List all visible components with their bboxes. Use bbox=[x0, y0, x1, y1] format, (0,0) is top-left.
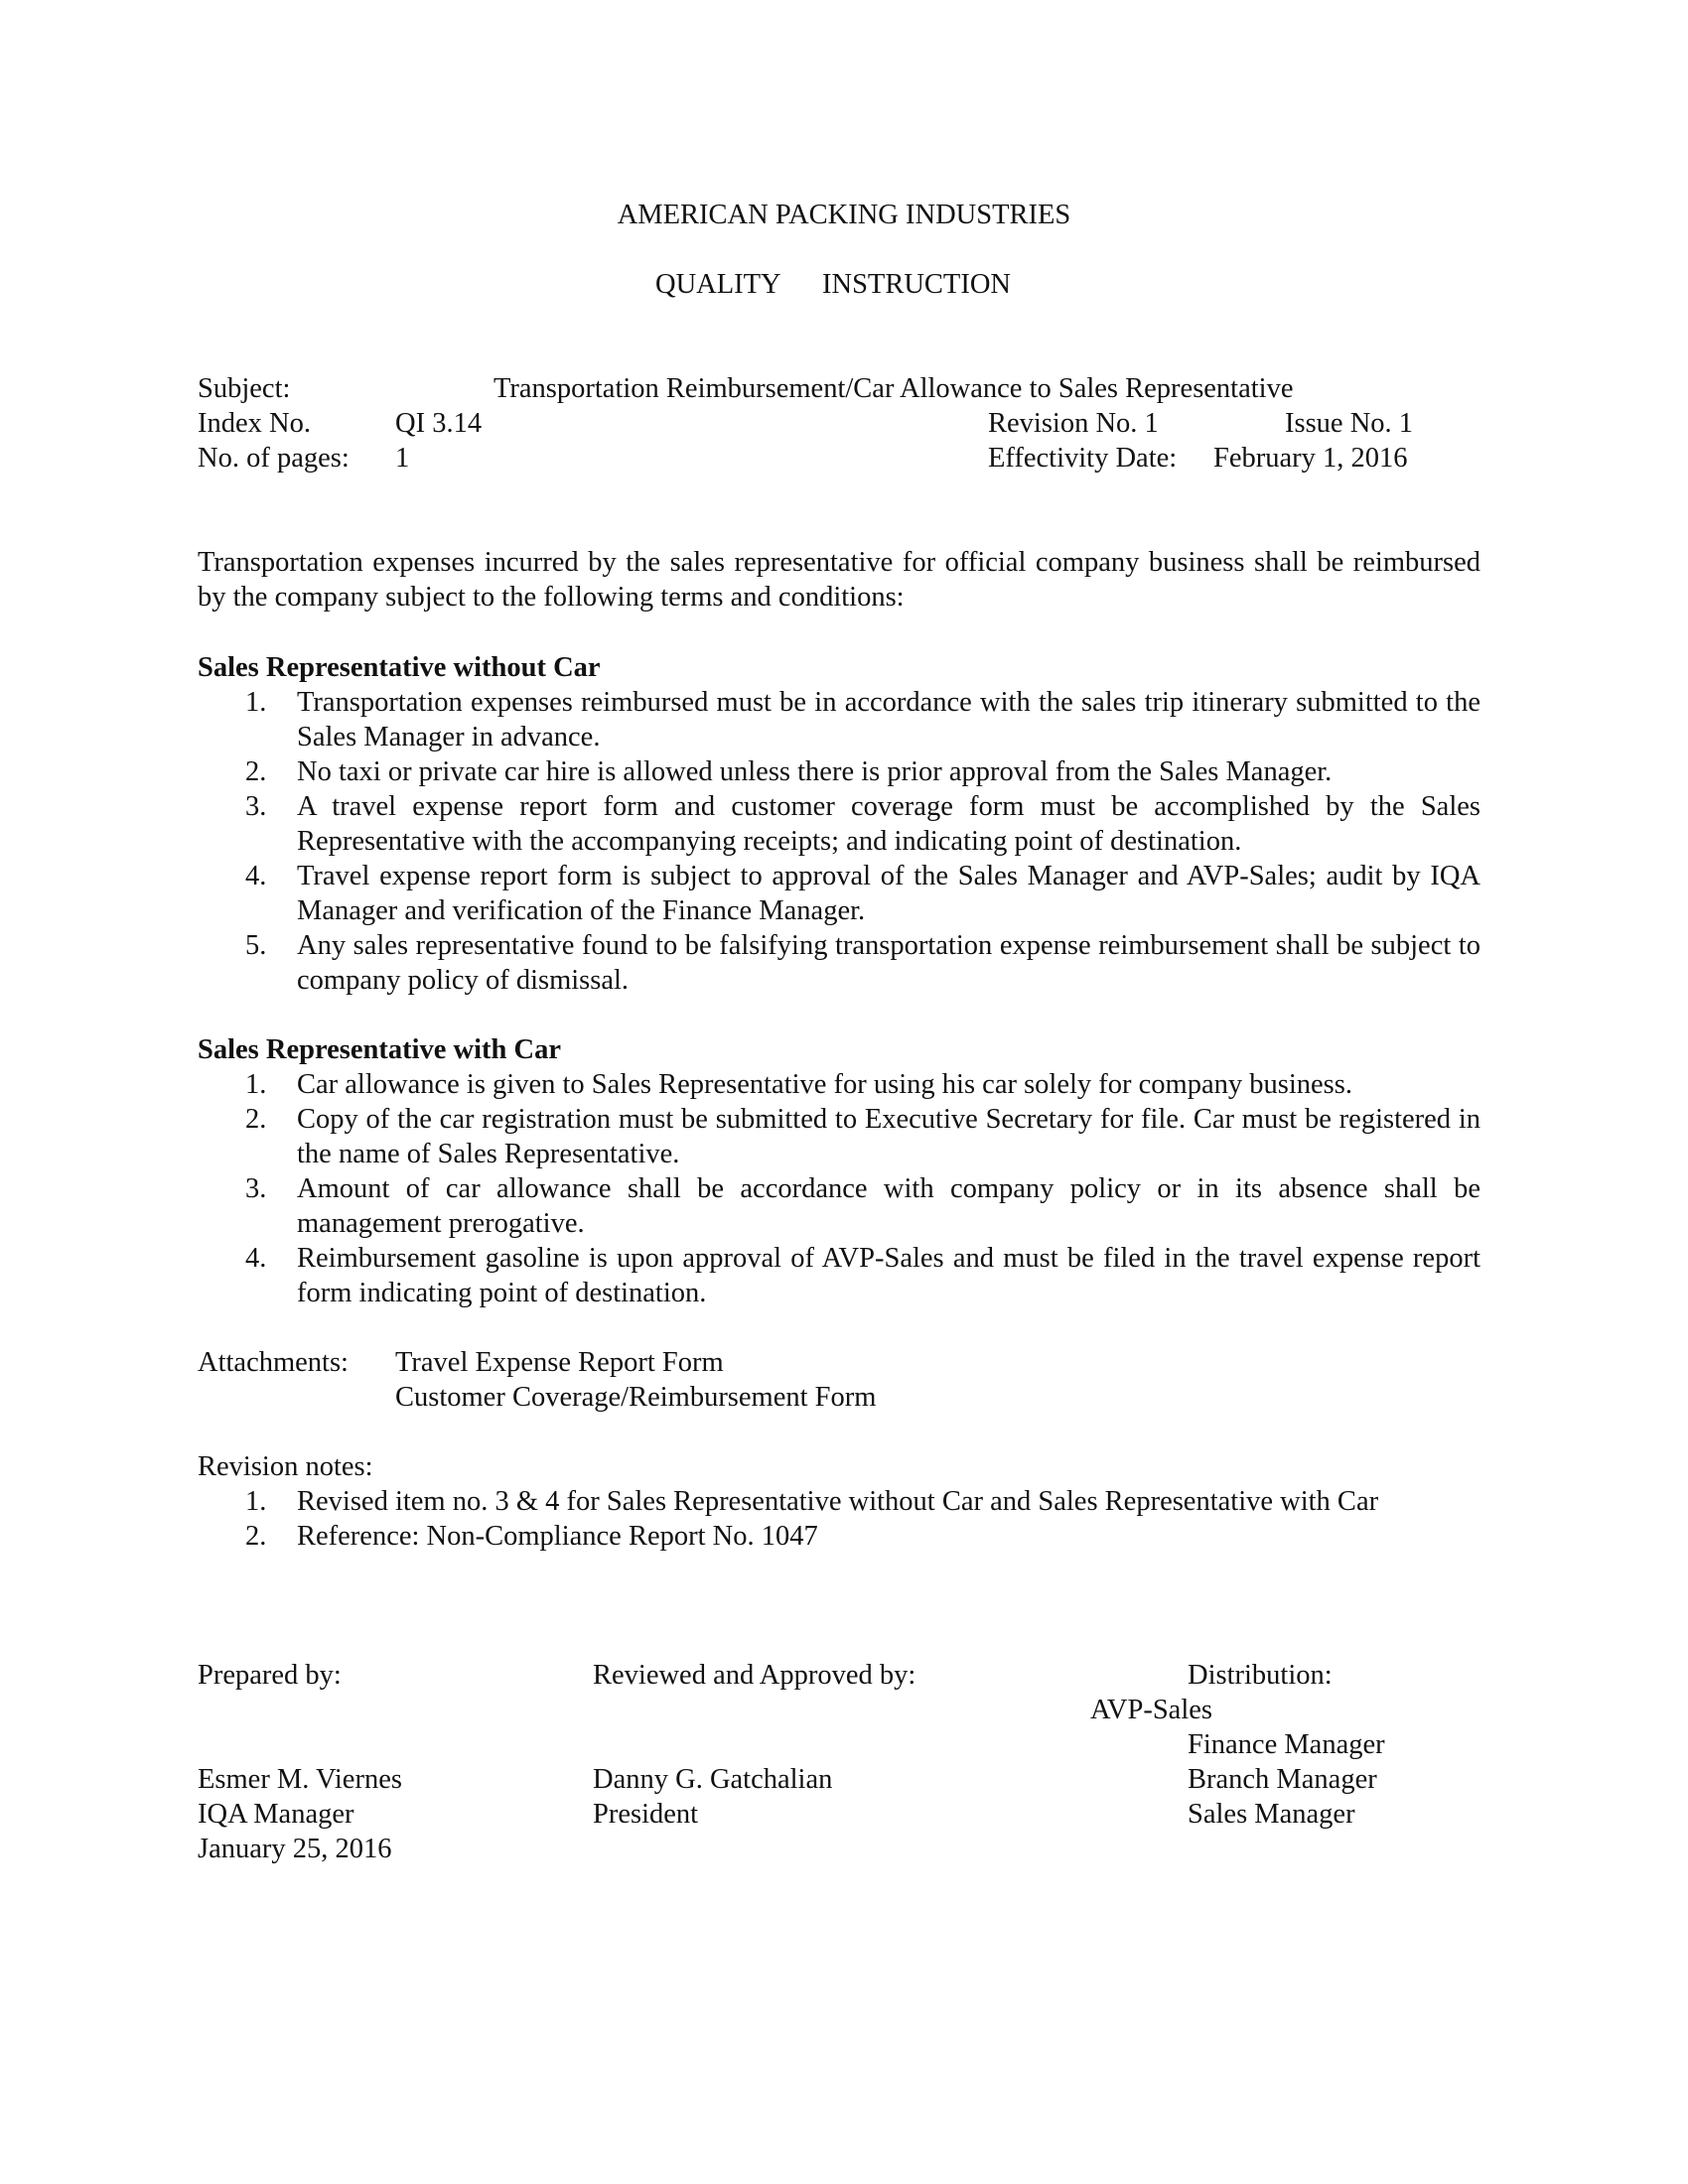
list-item-number: 1. bbox=[245, 1486, 267, 1517]
list-item-number: 1. bbox=[245, 687, 267, 718]
revision-notes-list bbox=[198, 1484, 1508, 1554]
list-item bbox=[198, 1241, 1480, 1310]
list-item bbox=[198, 1519, 1508, 1554]
reviewed-by-label: Reviewed and Approved by: bbox=[593, 1660, 916, 1691]
list-item bbox=[198, 1171, 1480, 1241]
subject-value: Transportation Reimbursement/Car Allowance to Sales Representative bbox=[493, 373, 1294, 404]
prepared-by-label: Prepared by: bbox=[198, 1660, 342, 1691]
list-item-number: 2. bbox=[245, 1104, 267, 1135]
pages-label: No. of pages: bbox=[198, 443, 350, 474]
list-item-text: No taxi or private car hire is allowed unless there is prior approval from the Sales Manager. bbox=[297, 756, 1333, 787]
issue-number: Issue No. 1 bbox=[1285, 408, 1414, 439]
intro-paragraph: Transportation expenses incurred by the sales representative for official company business shall be reimbursed by the company subject to the following terms and conditions: bbox=[198, 547, 1480, 613]
list-item-text: Travel expense report form is subject to approval of the Sales Manager and AVP-Sales; audit by IQA Manager and verification of the Finance Manager. bbox=[297, 861, 1480, 926]
revision-notes-label: Revision notes: bbox=[198, 1451, 373, 1482]
distribution-item: AVP-Sales bbox=[1090, 1695, 1212, 1725]
distribution-item: Branch Manager bbox=[1188, 1764, 1377, 1795]
revision-number: Revision No. 1 bbox=[988, 408, 1159, 439]
distribution-item: Sales Manager bbox=[1188, 1799, 1355, 1830]
distribution-item: Finance Manager bbox=[1188, 1729, 1385, 1760]
pages-value: 1 bbox=[395, 443, 410, 474]
list-item bbox=[198, 789, 1480, 859]
reviewed-by-title: President bbox=[593, 1799, 699, 1830]
list-item bbox=[198, 754, 1480, 789]
list-item bbox=[198, 928, 1480, 998]
list-item-number: 4. bbox=[245, 1243, 267, 1274]
attachments-label: Attachments: bbox=[198, 1347, 349, 1378]
list-without-car bbox=[198, 685, 1480, 998]
prepared-by-name: Esmer M. Viernes bbox=[198, 1764, 402, 1795]
index-value: QI 3.14 bbox=[395, 408, 483, 439]
list-item bbox=[198, 1102, 1480, 1171]
prepared-by-block bbox=[198, 1658, 402, 1866]
list-item-text: Amount of car allowance shall be accordance with company policy or in its absence shall be management prerogative. bbox=[297, 1173, 1480, 1239]
list-item-text: Revised item no. 3 & 4 for Sales Representative without Car and Sales Representative with Car bbox=[297, 1486, 1379, 1517]
prepared-by-date: January 25, 2016 bbox=[198, 1834, 392, 1864]
prepared-by-title: IQA Manager bbox=[198, 1799, 354, 1830]
list-item-number: 2. bbox=[245, 1521, 267, 1552]
reviewed-by-name: Danny G. Gatchalian bbox=[593, 1764, 833, 1795]
list-item-number: 4. bbox=[245, 861, 267, 891]
list-item-text: Copy of the car registration must be submitted to Executive Secretary for file. Car must be registered in the name of Sales Representative. bbox=[297, 1104, 1480, 1169]
list-item-text: Car allowance is given to Sales Representative for using his car solely for company business. bbox=[297, 1069, 1352, 1100]
list-item-number: 1. bbox=[245, 1069, 267, 1100]
list-item bbox=[198, 685, 1480, 754]
section-heading-without-car: Sales Representative without Car bbox=[198, 652, 601, 683]
list-item-text: Transportation expenses reimbursed must be in accordance with the sales trip itinerary submitted to the Sales Manager in advance. bbox=[297, 687, 1480, 752]
list-with-car bbox=[198, 1067, 1480, 1310]
company-name: AMERICAN PACKING INDUSTRIES bbox=[617, 200, 1071, 230]
list-item bbox=[198, 1067, 1480, 1102]
list-item-number: 3. bbox=[245, 791, 267, 822]
doc-type-instruction: INSTRUCTION bbox=[822, 269, 1011, 300]
doc-type-quality: QUALITY bbox=[655, 269, 781, 300]
attachment-item: Customer Coverage/Reimbursement Form bbox=[395, 1382, 877, 1413]
list-item bbox=[198, 859, 1480, 928]
list-item-number: 2. bbox=[245, 756, 267, 787]
list-item-text: Reference: Non-Compliance Report No. 1047 bbox=[297, 1521, 818, 1552]
list-item bbox=[198, 1484, 1508, 1519]
list-item-number: 3. bbox=[245, 1173, 267, 1204]
list-item-text: A travel expense report form and customer coverage form must be accomplished by the Sales Representative with the accompanying receipts; and indicating point of destination. bbox=[297, 791, 1480, 857]
distribution-label: Distribution: bbox=[1188, 1660, 1333, 1691]
list-item-text: Any sales representative found to be falsifying transportation expense reimbursement shall be subject to company policy of dismissal. bbox=[297, 930, 1480, 996]
list-item-number: 5. bbox=[245, 930, 267, 961]
subject-label: Subject: bbox=[198, 373, 291, 404]
reviewed-by-block bbox=[593, 1658, 915, 1832]
effectivity-label: Effectivity Date: bbox=[988, 443, 1178, 474]
attachment-item: Travel Expense Report Form bbox=[395, 1347, 724, 1378]
list-item-text: Reimbursement gasoline is upon approval of AVP-Sales and must be filed in the travel expense report form indicating point of destination. bbox=[297, 1243, 1480, 1308]
index-label: Index No. bbox=[198, 408, 311, 439]
section-heading-with-car: Sales Representative with Car bbox=[198, 1034, 561, 1065]
effectivity-value: February 1, 2016 bbox=[1213, 443, 1408, 474]
